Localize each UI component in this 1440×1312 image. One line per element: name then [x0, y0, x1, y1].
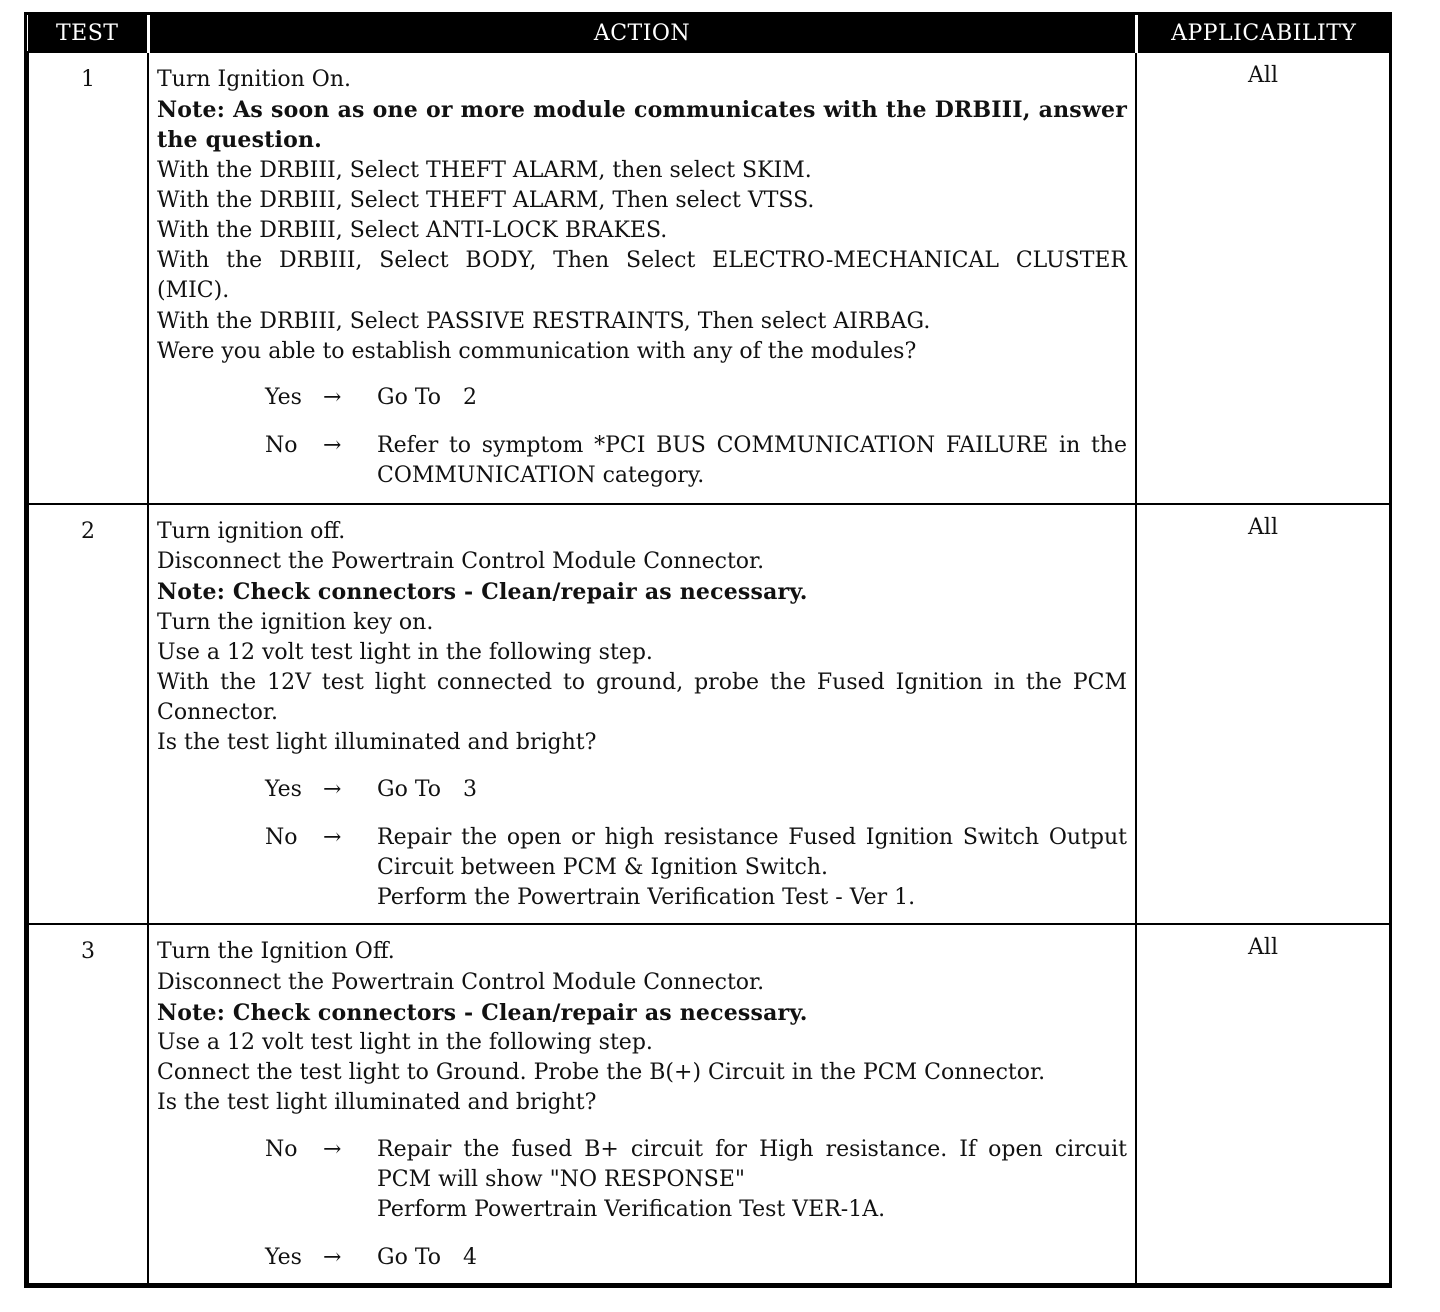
arrow-icon: →	[323, 776, 342, 802]
action-line: Use a 12 volt test light in the following step.	[157, 1030, 653, 1056]
action-line: With the DRBIII, Select BODY, Then Select ELECTRO-MECHANICAL CLUSTER (MIC).	[157, 248, 1127, 304]
goto-number: 2	[463, 385, 478, 411]
action-line: With the 12V test light connected to ground, probe the Fused Ignition in the PCM Connector.	[157, 670, 1127, 726]
action-line: With the DRBIII, Select THEFT ALARM, then select SKIM.	[157, 157, 812, 183]
answer-label: No	[265, 433, 298, 459]
answer-result	[377, 775, 1127, 805]
answer-list	[157, 1135, 1127, 1274]
action-cell	[148, 504, 1136, 924]
arrow-icon: →	[323, 1136, 342, 1162]
answer-text: Repair the open or high resistance Fused Ignition Switch Output Circuit between PCM & Ignition Switch.	[377, 824, 1127, 881]
header-action: ACTION	[148, 15, 1136, 52]
answer-label: No	[265, 1136, 298, 1162]
arrow-icon: →	[323, 1245, 342, 1271]
table-row	[28, 52, 1390, 504]
action-line: Turn Ignition On.	[157, 67, 351, 92]
action-line: Connect the test light to Ground. Probe the B(+) Circuit in the PCM Connector.	[157, 1060, 1046, 1086]
goto-text: Go To	[377, 1245, 442, 1271]
applicability-value: All	[1136, 52, 1390, 504]
answer-yes	[157, 1243, 1127, 1273]
answer-text-2: Perform Powertrain Verification Test VER-1A.	[377, 1197, 886, 1223]
arrow-icon: →	[323, 824, 342, 850]
action-note: Note: Check connectors - Clean/repair as necessary.	[157, 999, 808, 1026]
arrow-icon: →	[323, 433, 342, 459]
action-line: With the DRBIII, Select ANTI-LOCK BRAKES.	[157, 218, 668, 244]
answer-result: Refer to symptom *PCI BUS COMMUNICATION FAILURE in the COMMUNICATION category.	[377, 433, 1127, 489]
action-question: Were you able to establish communication with any of the modules?	[157, 338, 917, 364]
answer-no	[157, 431, 1127, 491]
action-line: Turn ignition off.	[157, 519, 346, 544]
action-line: With the DRBIII, Select THEFT ALARM, Then select VTSS.	[157, 187, 815, 213]
action-question: Is the test light illuminated and bright?	[157, 730, 597, 756]
action-note: Note: As soon as one or more module communicates with the DRBIII, answer the question.	[157, 97, 1127, 154]
action-cell	[148, 52, 1136, 504]
answer-label: Yes	[265, 385, 302, 411]
action-line: Disconnect the Powertrain Control Module Connector.	[157, 969, 765, 995]
action-note: Note: Check connectors - Clean/repair as necessary.	[157, 579, 808, 606]
action-line: Turn the ignition key on.	[157, 609, 434, 635]
goto-text: Go To	[377, 385, 442, 411]
answer-text: Repair the fused B+ circuit for High resistance. If open circuit PCM will show "NO RESPONSE"	[377, 1136, 1127, 1192]
table-row	[28, 924, 1390, 1284]
answer-label: Yes	[265, 1245, 302, 1271]
action-line: Disconnect the Powertrain Control Module Connector.	[157, 549, 765, 575]
goto-number: 4	[463, 1245, 478, 1271]
answer-text-2: Perform the Powertrain Verification Test - Ver 1.	[377, 885, 916, 911]
goto-text: Go To	[377, 776, 442, 802]
test-number: 3	[28, 924, 148, 1284]
action-question: Is the test light illuminated and bright?	[157, 1090, 597, 1116]
goto-number: 3	[463, 776, 478, 802]
header-row	[28, 15, 1390, 52]
diagnostic-test-table	[24, 12, 1392, 1288]
header-applicability: APPLICABILITY	[1136, 15, 1390, 52]
action-cell	[148, 924, 1136, 1284]
test-number: 2	[28, 504, 148, 924]
answer-label: No	[265, 824, 298, 850]
arrow-icon: →	[323, 385, 342, 411]
test-number: 1	[28, 52, 148, 504]
answer-yes	[157, 383, 1127, 413]
answer-result	[377, 1243, 1127, 1273]
table-row	[28, 504, 1390, 924]
test-table	[27, 15, 1391, 1285]
answer-result	[377, 823, 1127, 914]
answer-label: Yes	[265, 776, 302, 802]
answer-list	[157, 383, 1127, 492]
applicability-value: All	[1136, 924, 1390, 1284]
applicability-value: All	[1136, 504, 1390, 924]
answer-list	[157, 775, 1127, 914]
answer-result	[377, 1135, 1127, 1226]
header-test: TEST	[28, 15, 148, 52]
answer-result	[377, 383, 1127, 413]
action-line: With the DRBIII, Select PASSIVE RESTRAINTS, Then select AIRBAG.	[157, 308, 931, 334]
answer-no	[157, 823, 1127, 914]
answer-yes	[157, 775, 1127, 805]
action-line: Use a 12 volt test light in the following step.	[157, 639, 653, 665]
answer-no	[157, 1135, 1127, 1226]
action-line: Turn the Ignition Off.	[157, 939, 395, 965]
